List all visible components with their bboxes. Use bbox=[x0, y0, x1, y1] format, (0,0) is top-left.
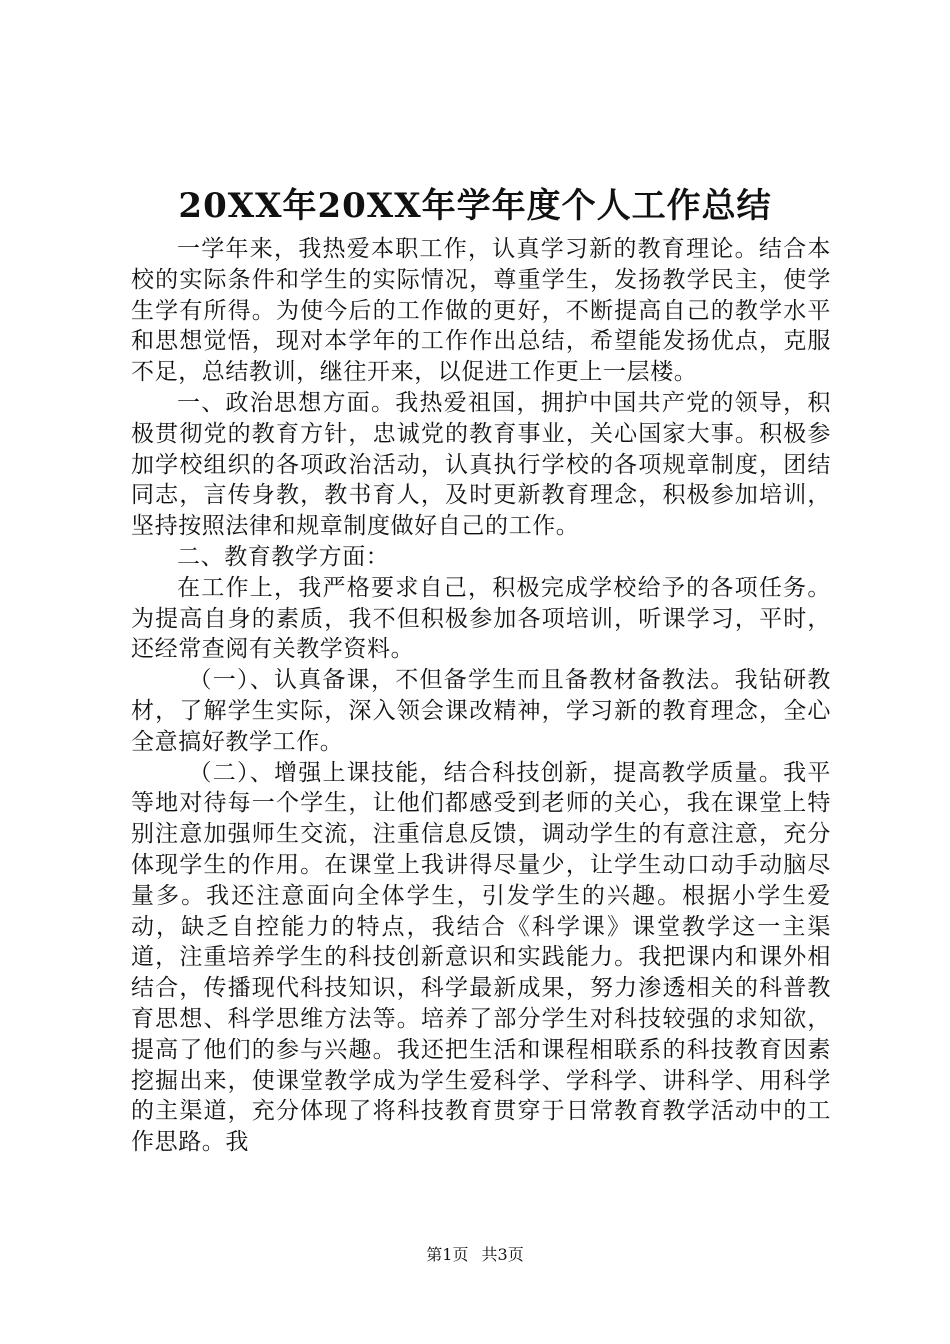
page-number: 第1页 bbox=[426, 1245, 469, 1264]
paragraph-section-two: （二）、增强上课技能，结合科技创新，提高教学质量。我平等地对待每一个学生，让他们都感受到老师的关心，我在课堂上特别注意加强师生交流，注重信息反馈，调动学生的有意注意，充分体现学生的作用。在课堂上我讲得尽量少，让学生动口动手动脑尽量多。我还注意面向全体学生，引发学生的兴趣。根据小学生爱动，缺乏自控能力的特点，我结合《科学课》课堂教学这一主渠道，注重培养学生的科技创新意识和实践能力。我把课内和课外相结合，传播现代科技知识，科学最新成果，努力渗透相关的科普教育思想、科学思维方法等。培养了部分学生对科技较强的求知欲，提高了他们的参与兴趣。我还把生活和课程相联系的科技教育因素挖掘出来，使课堂教学成为学生爱科学、学科学、讲科学、用科学的主渠道，充分体现了将科技教育贯穿于日常教育教学活动中的工作思路。我 bbox=[131, 759, 831, 1156]
document-title: 20XX年20XX年学年度个人工作总结 bbox=[178, 186, 772, 226]
document-body bbox=[131, 234, 831, 1158]
paragraph-teaching-heading: 二、教育教学方面： bbox=[177, 543, 390, 570]
page-footer bbox=[0, 1244, 950, 1266]
paragraph-work: 在工作上，我严格要求自己，积极完成学校给予的各项任务。为提高自身的素质，我不但积极参加各项培训，听课学习，平时，还经常查阅有关教学资料。 bbox=[131, 574, 831, 663]
paragraph-section-one: （一）、认真备课，不但备学生而且备教材备教法。我钻研教材，了解学生实际，深入领会课改精神，学习新的教育理念，全心全意搞好教学工作。 bbox=[131, 667, 831, 755]
page-total: 共3页 bbox=[481, 1245, 524, 1264]
paragraph-intro: 一学年来，我热爱本职工作，认真学习新的教育理论。结合本校的实际条件和学生的实际情况，尊重学生，发扬教学民主，使学生学有所得。为使今后的工作做的更好，不断提高自己的教学水平和思想觉悟，现对本学年的工作作出总结，希望能发扬优点，克服不足，总结教训，继往开来，以促进工作更上一层楼。 bbox=[131, 236, 831, 386]
paragraph-political: 一、政治思想方面。我热爱祖国，拥护中国共产党的领导，积极贯彻党的教育方针，忠诚党的教育事业，关心国家大事。积极参加学校组织的各项政治活动，认真执行学校的各项规章制度，团结同志，言传身教，教书育人，及时更新教育理念，积极参加培训，坚持按照法律和规章制度做好自己的工作。 bbox=[131, 389, 831, 540]
